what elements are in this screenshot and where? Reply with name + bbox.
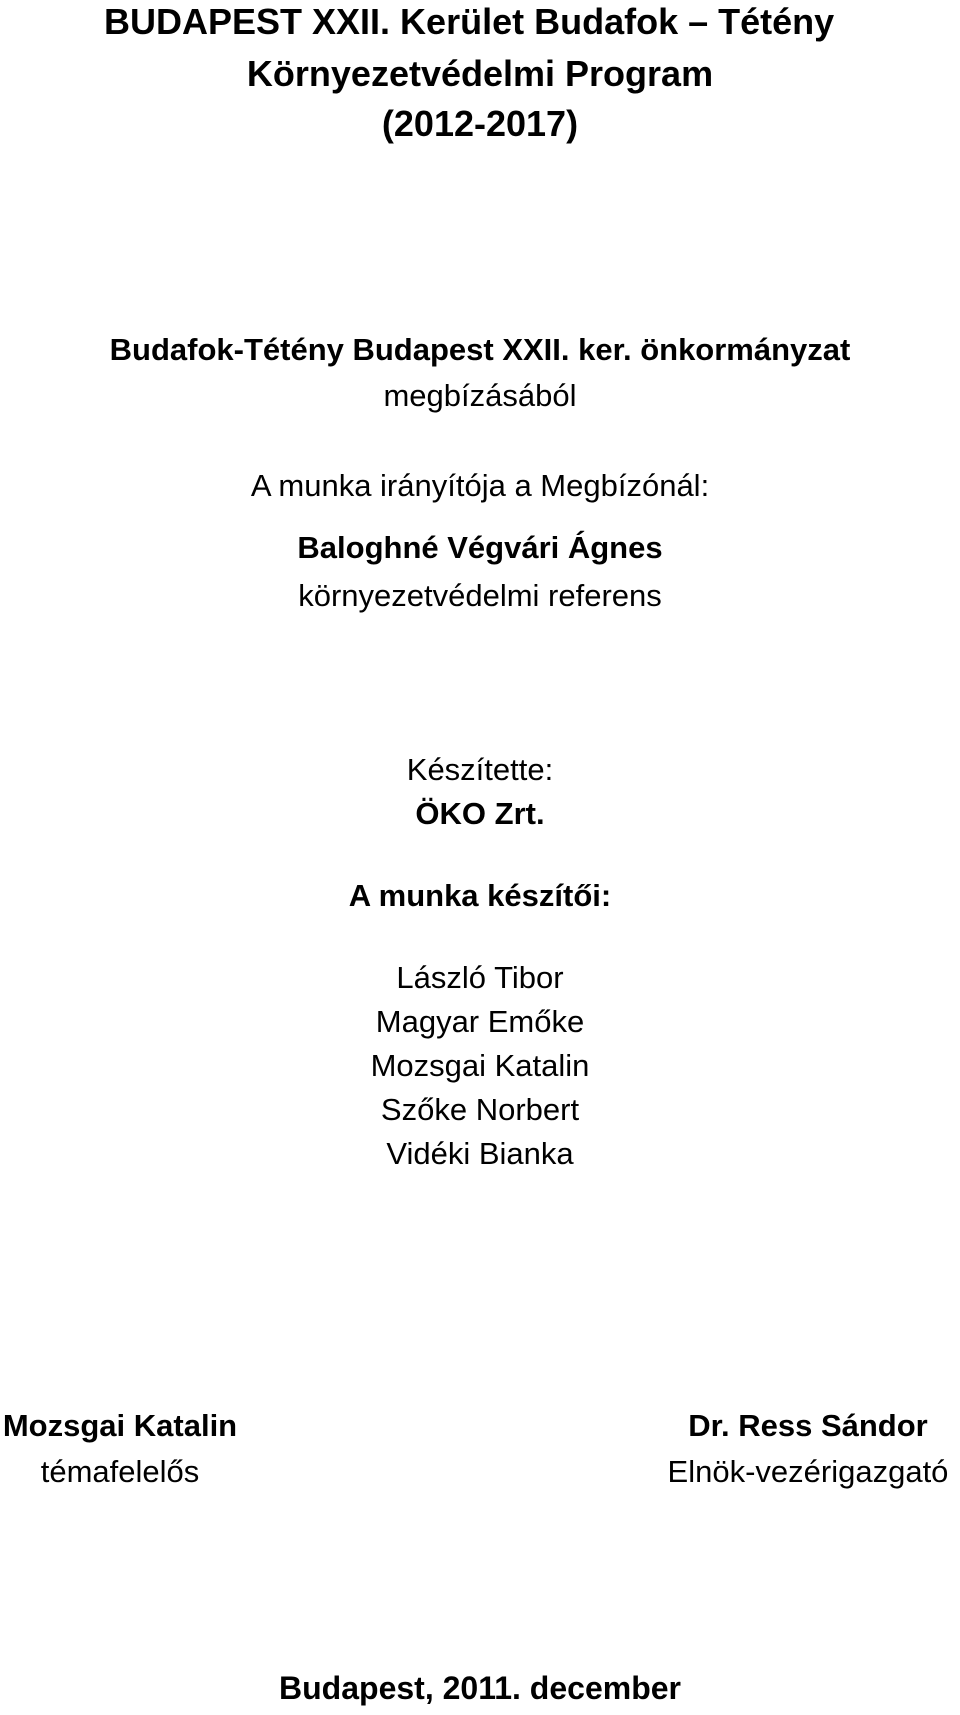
title-line-2: Környezetvédelmi Program xyxy=(246,53,714,94)
title-line-3: (2012-2017) xyxy=(381,103,579,144)
author-name: Magyar Emőke xyxy=(375,1004,585,1039)
signature-left-role: témafelelős xyxy=(40,1454,200,1489)
prepared-by-label: Készítette: xyxy=(406,752,554,787)
commission-phrase: megbízásából xyxy=(383,378,577,413)
author-name: Szőke Norbert xyxy=(380,1092,580,1127)
lead-name: Baloghné Végvári Ágnes xyxy=(297,530,663,565)
signature-left-name: Mozsgai Katalin xyxy=(2,1408,238,1443)
commissioning-organization: Budafok-Tétény Budapest XXII. ker. önkormányzat xyxy=(109,332,851,367)
title-line-1: BUDAPEST XXII. Kerület Budafok – Tétény xyxy=(104,1,835,42)
authors-label: A munka készítői: xyxy=(348,878,612,913)
place-and-date: Budapest, 2011. december xyxy=(279,1670,681,1706)
author-name: Mozsgai Katalin xyxy=(370,1048,590,1083)
author-name: Vidéki Bianka xyxy=(386,1136,574,1171)
signature-right-name: Dr. Ress Sándor xyxy=(688,1408,928,1443)
author-name: László Tibor xyxy=(396,960,564,995)
signature-right-role: Elnök-vezérigazgató xyxy=(667,1454,949,1489)
lead-role: környezetvédelmi referens xyxy=(298,578,662,613)
lead-label: A munka irányítója a Megbízónál: xyxy=(250,468,710,503)
prepared-by-company: ÖKO Zrt. xyxy=(415,796,545,831)
